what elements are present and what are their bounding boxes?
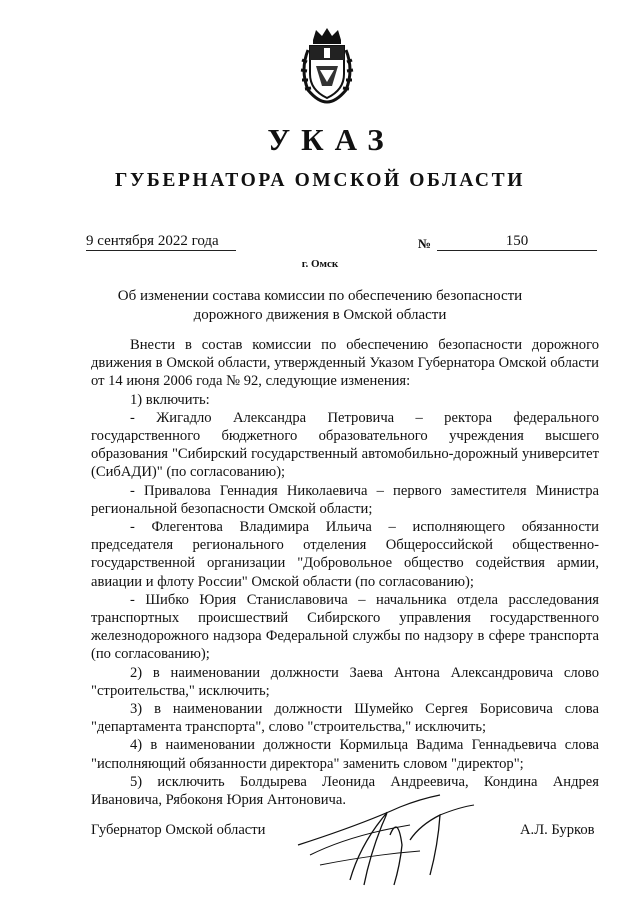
decree-title: УКАЗ — [267, 122, 395, 157]
coat-of-arms-emblem — [296, 26, 358, 104]
signer-name: А.Л. Бурков — [520, 822, 595, 838]
body-paragraph: - Жигадло Александра Петровича – ректора федерального государственного бюджетного образовательного учреждения высшего образования "Сибирский государственный автомобильно-дорожный университет (СибАДИ)" (по согласованию); — [91, 409, 599, 481]
body-paragraph: Внести в состав комиссии по обеспечению безопасности дорожного движения в Омской области, утвержденный Указом Губернатора Омской области от 14 июня 2006 года № 92, следующие изменения: — [91, 337, 599, 390]
body-paragraph: 4) в наименовании должности Кормильца Вадима Геннадьевича слова "исполняющий обязанности директора" заменить словом "директор"; — [91, 737, 599, 772]
body-paragraph: 1) включить: — [130, 391, 210, 408]
subject-line-1: Об изменении состава комиссии по обеспечению безопасности — [117, 288, 523, 304]
decree-number-label: № — [418, 236, 432, 251]
body-paragraph: 5) исключить Болдырева Леонида Андреевича, Кондина Андрея Ивановича, Рябоконя Юрия Антоновича. — [91, 773, 599, 809]
decree-number: 150 — [437, 232, 597, 251]
decree-body — [91, 336, 599, 809]
decree-subject — [0, 287, 640, 325]
body-paragraph: - Флегентова Владимира Ильича – исполняющего обязанности председателя регионального отделения Общероссийской общественно-государственной организации "Добровольное общество содействия армии, авиации и флоту России" Омской области (по согласованию); — [91, 519, 599, 590]
body-paragraph: 2) в наименовании должности Заева Антона Александровича слово "строительства," исключить; — [91, 664, 599, 699]
decree-subtitle: ГУБЕРНАТОРА ОМСКОЙ ОБЛАСТИ — [115, 170, 525, 191]
handwritten-signature — [290, 785, 480, 890]
body-paragraph: - Привалова Геннадия Николаевича – первого заместителя Министра региональной безопасности Омской области; — [91, 482, 599, 517]
decree-date: 9 сентября 2022 года — [86, 232, 236, 251]
body-paragraph: 3) в наименовании должности Шумейко Сергея Борисовича слова "департамента транспорта", слово "строительства," исключить; — [91, 701, 599, 736]
signature-label: Губернатор Омской области — [91, 822, 266, 838]
decree-city: г. Омск — [301, 258, 339, 270]
subject-line-2: дорожного движения в Омской области — [193, 307, 447, 323]
body-paragraph: - Шибко Юрия Станиславовича – начальника отдела расследования транспортных происшествий Сибирского управления государственного железнодорожного надзора Федеральной службы по надзору в сфере транспорта (по согласованию); — [91, 591, 599, 663]
